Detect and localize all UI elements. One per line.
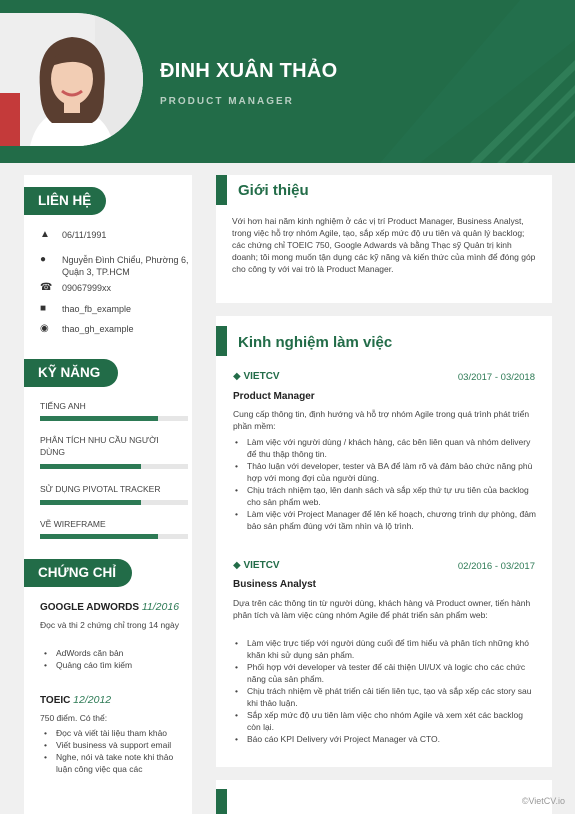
- skill-label: PHÂN TÍCH NHU CẦU NGƯỜI DÙNG: [40, 435, 159, 457]
- job-date: 03/2017 - 03/2018: [457, 372, 535, 383]
- cert-bullets: [42, 647, 188, 671]
- job-company: ◆ VIETCV: [233, 560, 280, 571]
- contact-facebook[interactable]: ■ thao_fb_example: [40, 303, 132, 314]
- intro-heading: Giới thiệu: [238, 182, 309, 199]
- diamond-icon: ◆: [233, 560, 241, 571]
- list-item: • Nghe, nói và take note khi thảo luận công việc qua các: [42, 751, 188, 775]
- next-card-accent: [216, 789, 227, 814]
- list-item: • Chịu trách nhiệm về phát triển cải tiến liên tục, tạo và sắp xếp các story sau khi thảo luận.: [233, 685, 538, 709]
- intro-accent: [216, 175, 227, 205]
- list-item: • Viết business và support email: [42, 739, 188, 751]
- skill-label: VẼ WIREFRAME: [40, 519, 106, 529]
- github-icon: ◉: [40, 323, 49, 334]
- job-role: Product Manager: [233, 391, 315, 402]
- skills-heading: KỸ NĂNG: [24, 359, 118, 387]
- watermark: ©VietCV.io: [521, 796, 565, 806]
- skill-bar: [40, 534, 188, 539]
- birthday-cake-icon: ▲: [40, 229, 50, 240]
- skill-label: SỬ DỤNG PIVOTAL TRACKER: [40, 484, 161, 494]
- cert-title: GOOGLE ADWORDS 11/2016: [40, 601, 180, 613]
- contact-address: ● Nguyễn Đình Chiểu, Phường 6, Quận 3, TP.HCM: [40, 254, 189, 277]
- job-date: 02/2016 - 03/2017: [457, 561, 535, 572]
- next-card: [216, 780, 552, 814]
- certs-heading: CHỨNG CHỈ: [24, 559, 132, 587]
- job-description: Cung cấp thông tin, định hướng và hỗ trợ nhóm Agile trong quá trình phát triển phần mềm:: [233, 409, 530, 431]
- contact-birthday: ▲ 06/11/1991: [40, 229, 107, 240]
- list-item: • Thảo luận với developer, tester và BA để làm rõ và đảm bảo chức năng phù hợp với mong đợi của người dùng.: [233, 460, 538, 484]
- contact-github[interactable]: ◉ thao_gh_example: [40, 323, 134, 334]
- list-item: • Phối hợp với developer và tester để cải thiện UI/UX và logic cho các chức năng của sản phẩm.: [233, 661, 538, 685]
- list-item: • Chịu trách nhiệm tạo, lên danh sách và sắp xếp thứ tự ưu tiên của backlog cho sản phẩm web.: [233, 484, 538, 508]
- cert-title: TOEIC 12/2012: [40, 694, 112, 706]
- job-bullets: [233, 436, 538, 532]
- contact-heading: LIÊN HỆ: [24, 187, 106, 215]
- list-item: • Làm việc với Project Manager để lên kế hoạch, chương trình dự phòng, đảm bảo sản phẩm đúng với tầm nhìn và lộ trình.: [233, 508, 538, 532]
- job-company: ◆ VIETCV: [233, 371, 280, 382]
- header-banner: [0, 0, 575, 163]
- experience-heading: Kinh nghiệm làm việc: [238, 334, 393, 351]
- list-item: • Làm việc với người dùng / khách hàng, các bên liên quan và nhóm delivery để thu thập thông tin.: [233, 436, 538, 460]
- skill-label: TIẾNG ANH: [40, 401, 86, 411]
- skill-bar: [40, 464, 188, 469]
- experience-accent: [216, 326, 227, 356]
- cert-description: Đọc và thi 2 chứng chỉ trong 14 ngày: [40, 620, 179, 630]
- list-item: • Quảng cáo tìm kiếm: [42, 659, 188, 671]
- list-item: • Đọc và viết tài liệu tham khảo: [42, 727, 188, 739]
- list-item: • AdWords căn bản: [42, 647, 188, 659]
- job-bullets: [233, 637, 538, 745]
- avatar: [0, 13, 143, 146]
- job-role: Business Analyst: [233, 579, 316, 590]
- skill-bar: [40, 416, 188, 421]
- skill-bar: [40, 500, 188, 505]
- cert-description: 750 điểm. Có thể:: [40, 713, 108, 723]
- list-item: • Sắp xếp mức độ ưu tiên làm việc cho nhóm Agile và xem xét các backlog còn lại.: [233, 709, 538, 733]
- list-item: • Báo cáo KPI Delivery với Project Manager và CTO.: [233, 733, 538, 745]
- contact-phone: ☎ 09067999xx: [40, 282, 112, 293]
- phone-icon: ☎: [40, 282, 53, 293]
- location-pin-icon: ●: [40, 254, 47, 265]
- facebook-icon: ■: [40, 303, 47, 314]
- cert-bullets: [42, 727, 188, 775]
- job-description: Dựa trên các thông tin từ người dùng, khách hàng và Product owner, tiến hành phân tích và làm việc cùng nhóm Agile để phát triển sản phẩm web:: [233, 598, 531, 620]
- candidate-name: ĐINH XUÂN THẢO: [160, 60, 338, 82]
- diamond-icon: ◆: [233, 371, 241, 382]
- list-item: • Làm việc trực tiếp với người dùng cuối để tìm hiểu và phân tích những khó khăn khi sử dụng sản phẩm.: [233, 637, 538, 661]
- intro-text: Với hơn hai năm kinh nghiệm ở các vị trí Product Manager, Business Analyst, trong việc hỗ trợ nhóm Agile, tạo, sắp xếp mức độ ưu tiên và quản lý backlog; các chứng chỉ TOEIC 750, Google Adwards và bằng Thạc sỹ Quản trị kinh doanh; tôi mong muốn tận dụng các kỹ năng và kiến thức của mình để đóng góp cho công ty với vai trò là Product Manager.: [232, 216, 536, 274]
- candidate-role: PRODUCT MANAGER: [160, 96, 294, 107]
